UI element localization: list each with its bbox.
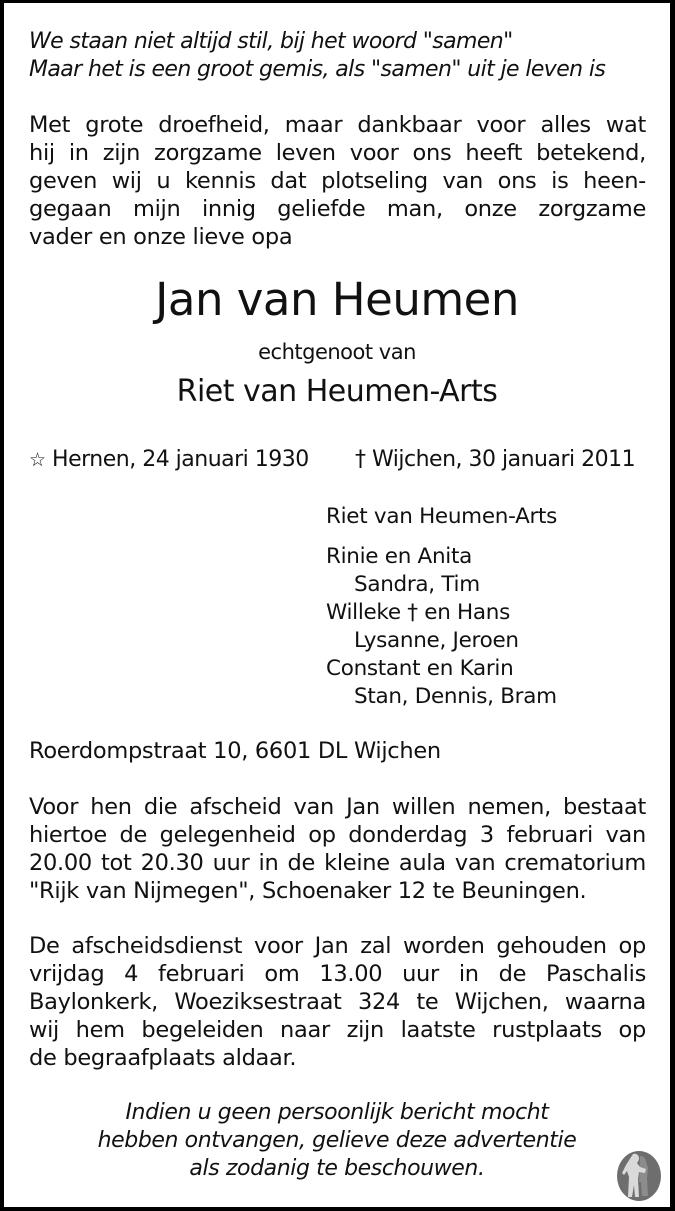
poem-line-1: We staan niet altijd stil, bij het woord "samen" [29, 29, 513, 54]
embracing-figures-icon [616, 1150, 662, 1202]
closing-line-3: als zodanig te beschouwen. [189, 1156, 485, 1181]
intro-line-5: vader en onze lieve opa [29, 224, 293, 250]
service-line-2: vrijdag 4 februari om 13.00 uur in de Paschalis [29, 961, 646, 987]
death-text: Wijchen, 30 januari 2011 [372, 447, 636, 472]
service-line-3: Baylonkerk, Woeziksestraat 324 te Wijchen, waarna [29, 989, 646, 1015]
intro-line-1: Met grote droefheid, maar dankbaar voor alles wat [29, 112, 646, 138]
closing-line-1: Indien u geen persoonlijk bericht mocht [125, 1100, 549, 1125]
family-line: Constant en Karin [326, 656, 514, 681]
family-line: Stan, Dennis, Bram [354, 684, 557, 709]
birth-text: Hernen, 24 januari 1930 [52, 447, 309, 472]
farewell-line-2: hiertoe de gelegenheid op donderdag 3 februari van [29, 822, 646, 848]
farewell-line-1: Voor hen die afscheid van Jan willen nemen, bestaat [29, 794, 646, 820]
family-line: Lysanne, Jeroen [354, 628, 519, 653]
family-line: Rinie en Anita [326, 544, 472, 569]
family-line: Sandra, Tim [354, 572, 480, 597]
intro-line-4: gegaan mijn innig geliefde man, onze zorgzame [29, 196, 646, 222]
farewell-line-3: 20.00 tot 20.30 uur in de kleine aula van crematorium [29, 850, 646, 876]
address: Roerdompstraat 10, 6601 DL Wijchen [29, 738, 441, 764]
intro-line-3: geven wij u kennis dat plotseling van ons is heen- [29, 168, 646, 194]
family-line: Riet van Heumen-Arts [326, 504, 558, 529]
intro-line-2: hij in zijn zorgzame leven voor ons heeft betekend, [29, 140, 646, 166]
cross-icon: † [355, 447, 366, 472]
closing-line-2: hebben ontvangen, gelieve deze advertentie [97, 1128, 577, 1153]
family-line: Willeke † en Hans [326, 600, 511, 625]
deceased-name: Jan van Heumen [155, 273, 519, 326]
service-line-5: de begraafplaats aldaar. [29, 1045, 297, 1071]
service-line-1: De afscheidsdienst voor Jan zal worden gehouden op [29, 933, 646, 959]
service-line-4: wij hem begeleiden naar zijn laatste rustplaats op [29, 1017, 646, 1043]
spouse-name: Riet van Heumen-Arts [176, 374, 498, 409]
poem-line-2: Maar het is een groot gemis, als "samen" uit je leven is [29, 57, 606, 82]
death-info [355, 449, 635, 471]
relation-label: echtgenoot van [258, 340, 416, 364]
birth-info [29, 449, 309, 471]
star-icon: ☆ [29, 449, 46, 471]
farewell-line-4: "Rijk van Nijmegen", Schoenaker 12 te Beuningen. [29, 878, 587, 904]
